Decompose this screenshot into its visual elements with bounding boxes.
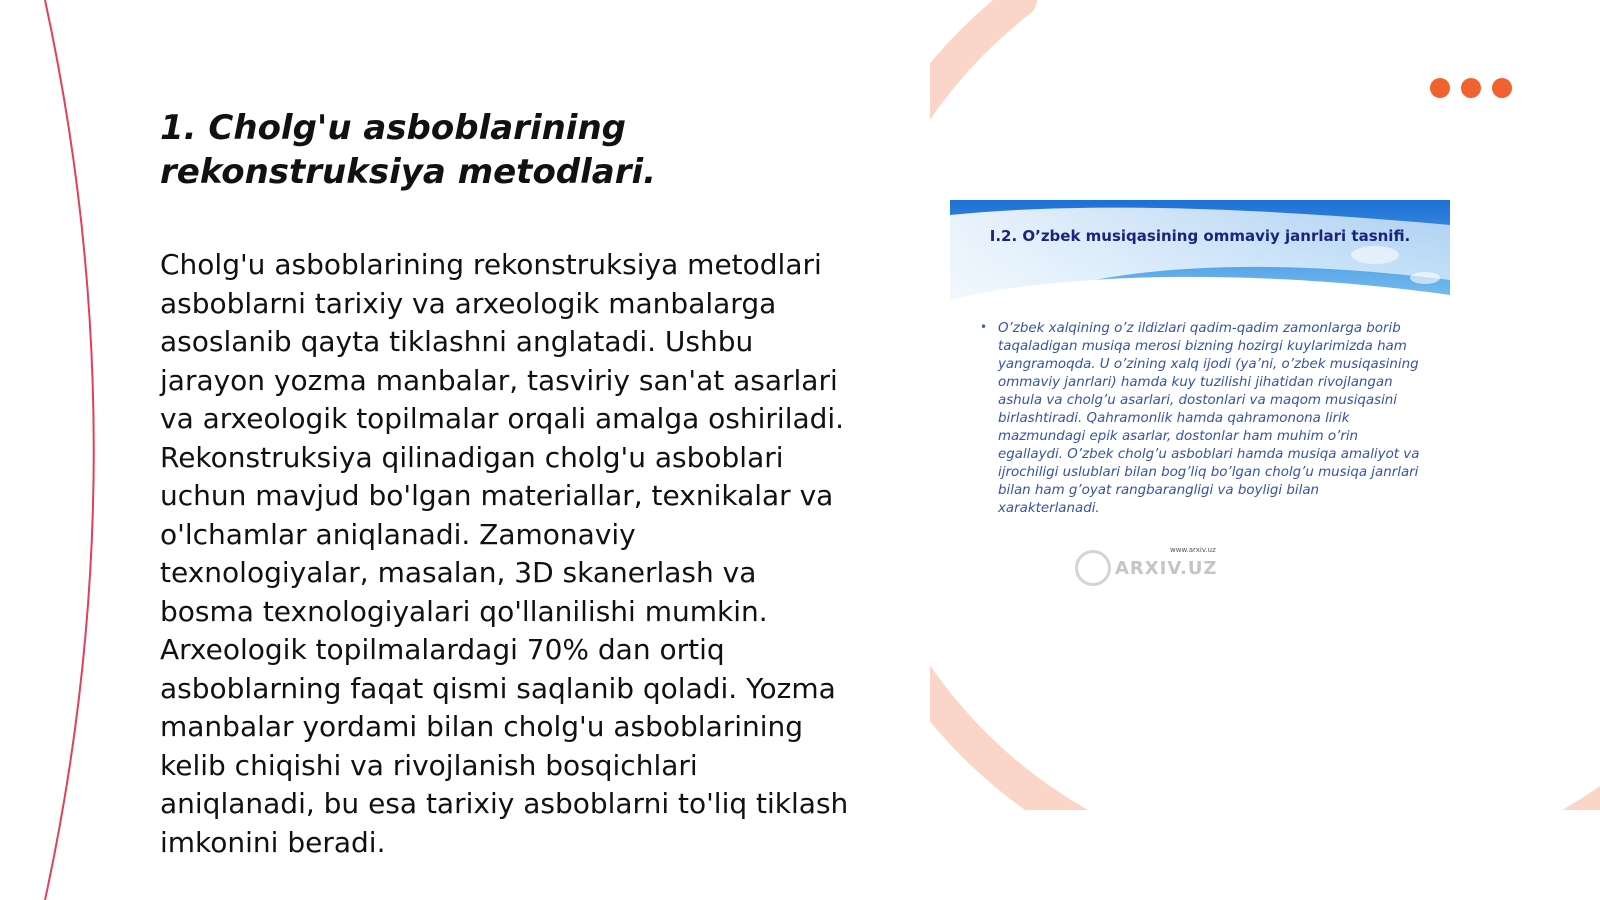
- list-item: [980, 320, 1420, 518]
- more-dots-icon: [1430, 78, 1512, 98]
- dot: [1492, 78, 1512, 98]
- slide-title: 1. Cholg'u asboblarining rekonstruksiya metodlari.: [160, 108, 657, 192]
- left-decorative-curve: [0, 0, 120, 900]
- watermark-text: ARXIV.UZ: [1115, 557, 1218, 579]
- dot: [1461, 78, 1481, 98]
- arxiv-watermark: [1075, 550, 1217, 586]
- embedded-slide-list: [980, 320, 1420, 518]
- watermark-circle-icon: [1075, 550, 1111, 586]
- embedded-slide-title: I.2. O’zbek musiqasining ommaviy janrlari tasnifi.: [989, 227, 1411, 245]
- slide-body-text: Cholg'u asboblarining rekonstruksiya metodlari asboblarni tarixiy va arxeologik manbalarga asoslanib qayta tiklashni anglatadi. Ushbu jarayon yozma manbalar, tasviriy san'at asarlari va arxeologik topilmalar orqali amalga oshiriladi. Rekonstruksiya qilinadigan cholg'u asboblari uchun mavjud bo'lgan materiallar, texnikalar va o'lchamlar aniqlanadi. Zamonaviy texnologiyalar, masalan, 3D skanerlash va bosma texnologiyalari qo'llanilishi mumkin. Arxeologik topilmalardagi 70% dan ortiq asboblarning faqat qismi saqlanib qoladi. Yozma manbalar yordami bilan cholg'u asboblarining kelib chiqishi va rivojlanish bosqichlari aniqlanadi, bu esa tarixiy asboblarni to'liq tiklash imkonini beradi.: [160, 248, 849, 859]
- embedded-slide-paragraph: O’zbek xalqining o’z ildizlari qadim-qadim zamonlarga borib taqaladigan musiqa merosi bizning hozirgi kuylarimizda ham yangramoqda. U o’zining xalq ijodi (ya’ni, o’zbek musiqasining ommaviy janrlari) hamda kuy tuzilishi jihatidan rivojlangan ashula va cholg’u asarlari, dostonlari va maqom musiqasini birlashtiradi. Qahramonlik hamda qahramonona lirik mazmundagi epik asarlar, dostonlar ham muhim o’rin egallaydi. O’zbek cholg’u asboblari hamda musiqa amaliyot va ijrochiligi uslublari bilan bog’liq bo’lgan cholg’u musiqa janrlari bilan ham g’oyat rangbarangligi va boyligi bilan xarakterlanadi.: [998, 321, 1420, 516]
- dot: [1430, 78, 1450, 98]
- bullet-icon: •: [980, 320, 988, 334]
- water-banner: [950, 200, 1450, 305]
- embedded-slide-image: [950, 200, 1450, 580]
- embedded-slide-url: www.arxiv.uz: [1170, 546, 1216, 554]
